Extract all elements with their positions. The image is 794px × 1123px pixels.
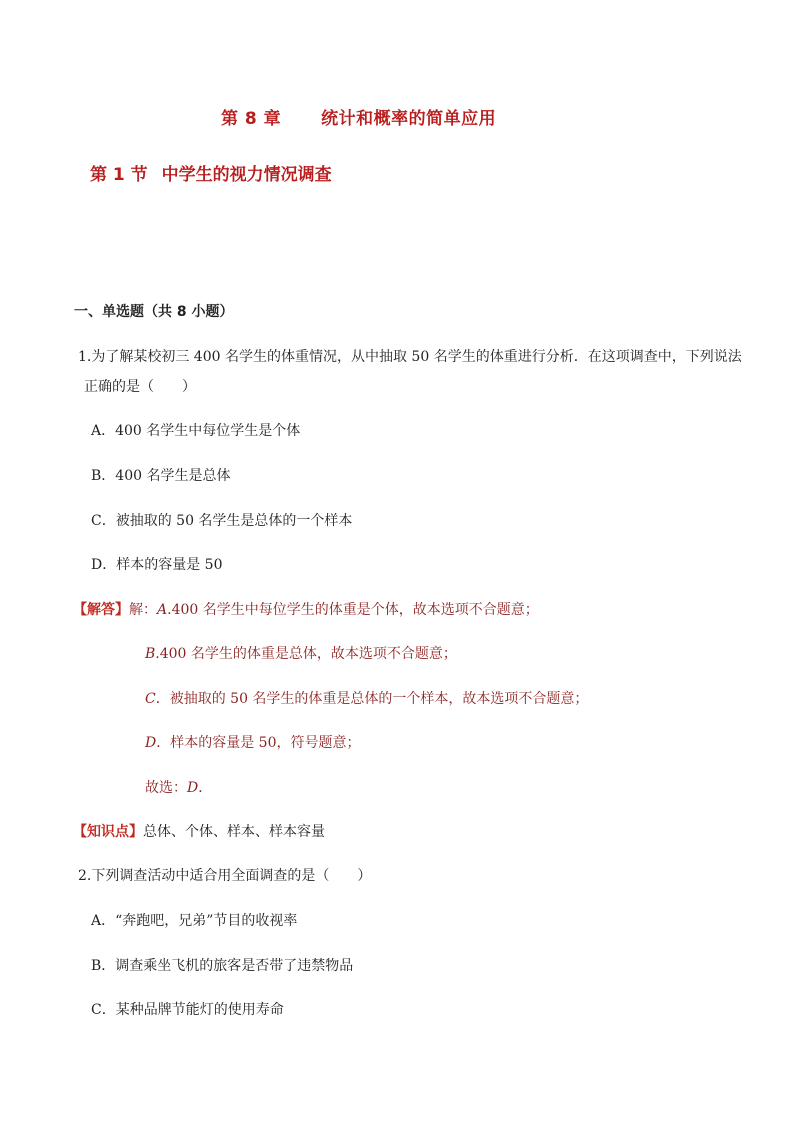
chapter-number: 第 8 章 bbox=[221, 109, 282, 129]
q1-answer-line-c bbox=[145, 688, 588, 708]
q2-option-c: C．某种品牌节能灯的使用寿命 bbox=[91, 1002, 284, 1018]
answer-text-b: .400 名学生的体重是总体，故本选项不合题意； bbox=[155, 646, 457, 662]
q2-stem: 2.下列调查活动中适合用全面调查的是（ ） bbox=[78, 868, 372, 884]
chapter-title bbox=[221, 104, 496, 129]
q1-answer-line-d bbox=[145, 732, 361, 752]
part-heading: 一、单选题（共 8 小题） bbox=[74, 304, 234, 320]
section-number: 第 1 节 bbox=[90, 165, 148, 185]
knowledge-text: 总体、个体、样本、样本容量 bbox=[143, 824, 325, 840]
q1-stem-line2: 正确的是（ ） bbox=[84, 379, 196, 395]
answer-label: 【解答】 bbox=[73, 602, 129, 618]
answer-text-d: ．样本的容量是 50，符号题意； bbox=[156, 735, 361, 751]
q1-option-a: A．400 名学生中每位学生是个体 bbox=[91, 423, 301, 439]
q1-answer-final bbox=[145, 777, 212, 797]
answer-text-a: .400 名学生中每位学生的体重是个体，故本选项不合题意； bbox=[167, 602, 539, 618]
q1-answer-line-b bbox=[145, 643, 457, 663]
answer-prefix: 解： bbox=[129, 602, 157, 618]
q2-option-b: B．调查乘坐飞机的旅客是否带了违禁物品 bbox=[91, 958, 354, 974]
answer-letter-b: B bbox=[145, 646, 156, 662]
q1-knowledge-point bbox=[73, 821, 325, 841]
q1-option-b: B．400 名学生是总体 bbox=[91, 468, 231, 484]
q1-option-d: D．样本的容量是 50 bbox=[91, 557, 223, 573]
answer-text-c: ．被抽取的 50 名学生的体重是总体的一个样本，故本选项不合题意； bbox=[155, 691, 589, 707]
answer-letter-a: A bbox=[157, 602, 168, 618]
answer-letter-d: D bbox=[145, 735, 157, 751]
final-prefix: 故选： bbox=[145, 780, 187, 796]
section-title bbox=[90, 160, 332, 185]
knowledge-label: 【知识点】 bbox=[73, 824, 143, 840]
q1-stem-line1: 1.为了解某校初三 400 名学生的体重情况，从中抽取 50 名学生的体重进行分析．在这项调查中，下列说法 bbox=[78, 349, 742, 365]
final-suffix: ． bbox=[198, 780, 213, 796]
q1-answer-line-a bbox=[73, 599, 539, 619]
q1-option-c: C．被抽取的 50 名学生是总体的一个样本 bbox=[91, 513, 353, 529]
answer-letter-c: C bbox=[145, 691, 156, 707]
final-letter: D bbox=[187, 780, 199, 796]
q2-option-a: A．“奔跑吧，兄弟”节目的收视率 bbox=[91, 913, 298, 929]
chapter-name: 统计和概率的简单应用 bbox=[321, 109, 497, 129]
section-name: 中学生的视力情况调查 bbox=[161, 165, 332, 185]
